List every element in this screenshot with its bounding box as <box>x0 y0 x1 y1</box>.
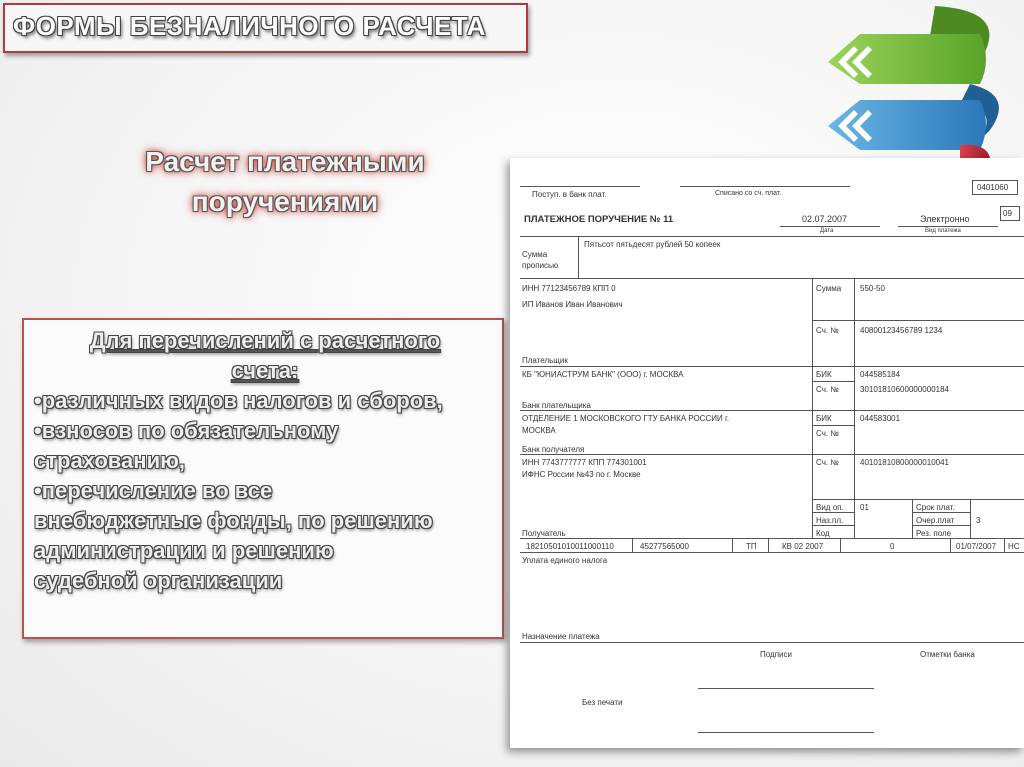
list-line: •перечисление во все <box>34 478 273 503</box>
list-line: администрации и решению <box>34 538 334 563</box>
recipient-corr-label: Сч. № <box>816 429 839 438</box>
list-heading-line-1: Для перечислений с расчетного <box>89 328 441 353</box>
list-line: •взносов по обязательному <box>34 418 339 443</box>
amount-words: Пятьсот пятьдесят рублей 50 копеек <box>584 240 721 249</box>
payment-type: Электронно <box>920 214 970 224</box>
payer-inn: ИНН 77123456789 КПП 0 <box>522 284 616 293</box>
ribbon-green-arrow <box>828 34 986 84</box>
doc-date: 02.07.2007 <box>802 214 848 224</box>
tax-kbk: 18210501010011000110 <box>526 542 614 551</box>
no-stamp: Без печати <box>582 698 623 707</box>
heading-line-1: Расчет платежными <box>145 146 425 177</box>
debited-label: Списано со сч. плат. <box>715 190 782 197</box>
sum-value: 550-50 <box>860 284 885 293</box>
tax-okato: 45277565000 <box>640 542 689 551</box>
recipient-label: Получатель <box>522 529 566 538</box>
page-title: ФОРМЫ БЕЗНАЛИЧНОГО РАСЧЕТА <box>13 11 486 41</box>
purpose-code-label: Наз.пл. <box>816 516 844 525</box>
payment-orders-heading <box>120 142 450 222</box>
recipient-inn: ИНН 7743777777 КПП 774301001 <box>522 458 647 467</box>
list-line: •различных видов налогов и сборов, <box>34 388 443 413</box>
payer-acc-label: Сч. № <box>816 326 839 335</box>
ribbon-decoration <box>820 0 1024 170</box>
payer-label: Плательщик <box>522 356 568 365</box>
recipient-bank-label: Банк получателя <box>522 445 585 454</box>
recipient-name: ИФНС России №43 по г. Москве <box>522 470 641 479</box>
recipient-account: 40101810800000010041 <box>860 458 949 467</box>
list-line: судебной организации <box>34 568 283 593</box>
sum-label: Сумма <box>816 284 842 293</box>
payer-bik: 044585184 <box>860 370 901 379</box>
op-type: 01 <box>860 503 869 512</box>
title-box <box>3 3 528 53</box>
heading-line-2: поручениями <box>191 186 379 217</box>
recipient-bank-line-1: ОТДЕЛЕНИЕ 1 МОСКОВСКОГО ГТУ БАНКА РОССИИ г. <box>522 414 730 423</box>
status-code: 09 <box>1003 209 1012 218</box>
payer-bik-label: БИК <box>816 370 832 379</box>
received-label: Поступ. в банк плат. <box>532 190 607 199</box>
code-label: Код <box>816 529 830 538</box>
amount-words-label-2: прописью <box>522 261 559 270</box>
date-caption: Дата <box>820 228 834 234</box>
payer-corr-label: Сч. № <box>816 385 839 394</box>
purpose-label: Назначение платежа <box>522 632 600 641</box>
list-line: внебюджетные фонды, по решению <box>34 508 433 533</box>
reserve-label: Рез. поле <box>916 529 952 538</box>
transfers-list-box <box>22 318 504 639</box>
tax-doc-number: 0 <box>890 542 895 551</box>
payer-bank-label: Банк плательщика <box>522 401 591 410</box>
amount-words-label-1: Сумма <box>522 250 548 259</box>
form-code: 0401060 <box>977 183 1009 192</box>
tax-period: КВ 02 2007 <box>782 542 824 551</box>
list-heading-line-2: счета: <box>231 358 299 383</box>
doc-title: ПЛАТЕЖНОЕ ПОРУЧЕНИЕ № 11 <box>524 214 674 225</box>
transfers-list <box>34 326 496 596</box>
tax-doc-date: 01/07/2007 <box>956 542 997 551</box>
recipient-bank-line-2: МОСКВА <box>522 426 556 435</box>
order-label: Очер.плат <box>916 516 955 525</box>
payment-order-form <box>510 158 1024 748</box>
payer-bank: КБ "ЮНИАСТРУМ БАНК" (ООО) г. МОСКВА <box>522 370 684 379</box>
payer-name: ИП Иванов Иван Иванович <box>522 300 623 309</box>
payer-account: 40800123456789 1234 <box>860 326 943 335</box>
order-value: 3 <box>976 516 981 525</box>
tax-payment-type: НС <box>1008 542 1020 551</box>
term-label: Срок плат. <box>916 503 955 512</box>
list-line: страхованию, <box>34 448 185 473</box>
recipient-bik-label: БИК <box>816 414 832 423</box>
payer-corr: 30101810600000000184 <box>860 385 949 394</box>
op-type-label: Вид оп. <box>816 503 844 512</box>
recipient-acc-label: Сч. № <box>816 458 839 467</box>
ribbon-blue-arrow <box>828 100 986 150</box>
signatures-label: Подписи <box>760 650 792 659</box>
tax-basis: ТП <box>746 542 757 551</box>
payment-text: Уплата единого налога <box>522 556 608 565</box>
recipient-bik: 044583001 <box>860 414 901 423</box>
bank-marks-label: Отметки банка <box>920 650 975 659</box>
payment-type-caption: Вид платежа <box>925 228 961 234</box>
